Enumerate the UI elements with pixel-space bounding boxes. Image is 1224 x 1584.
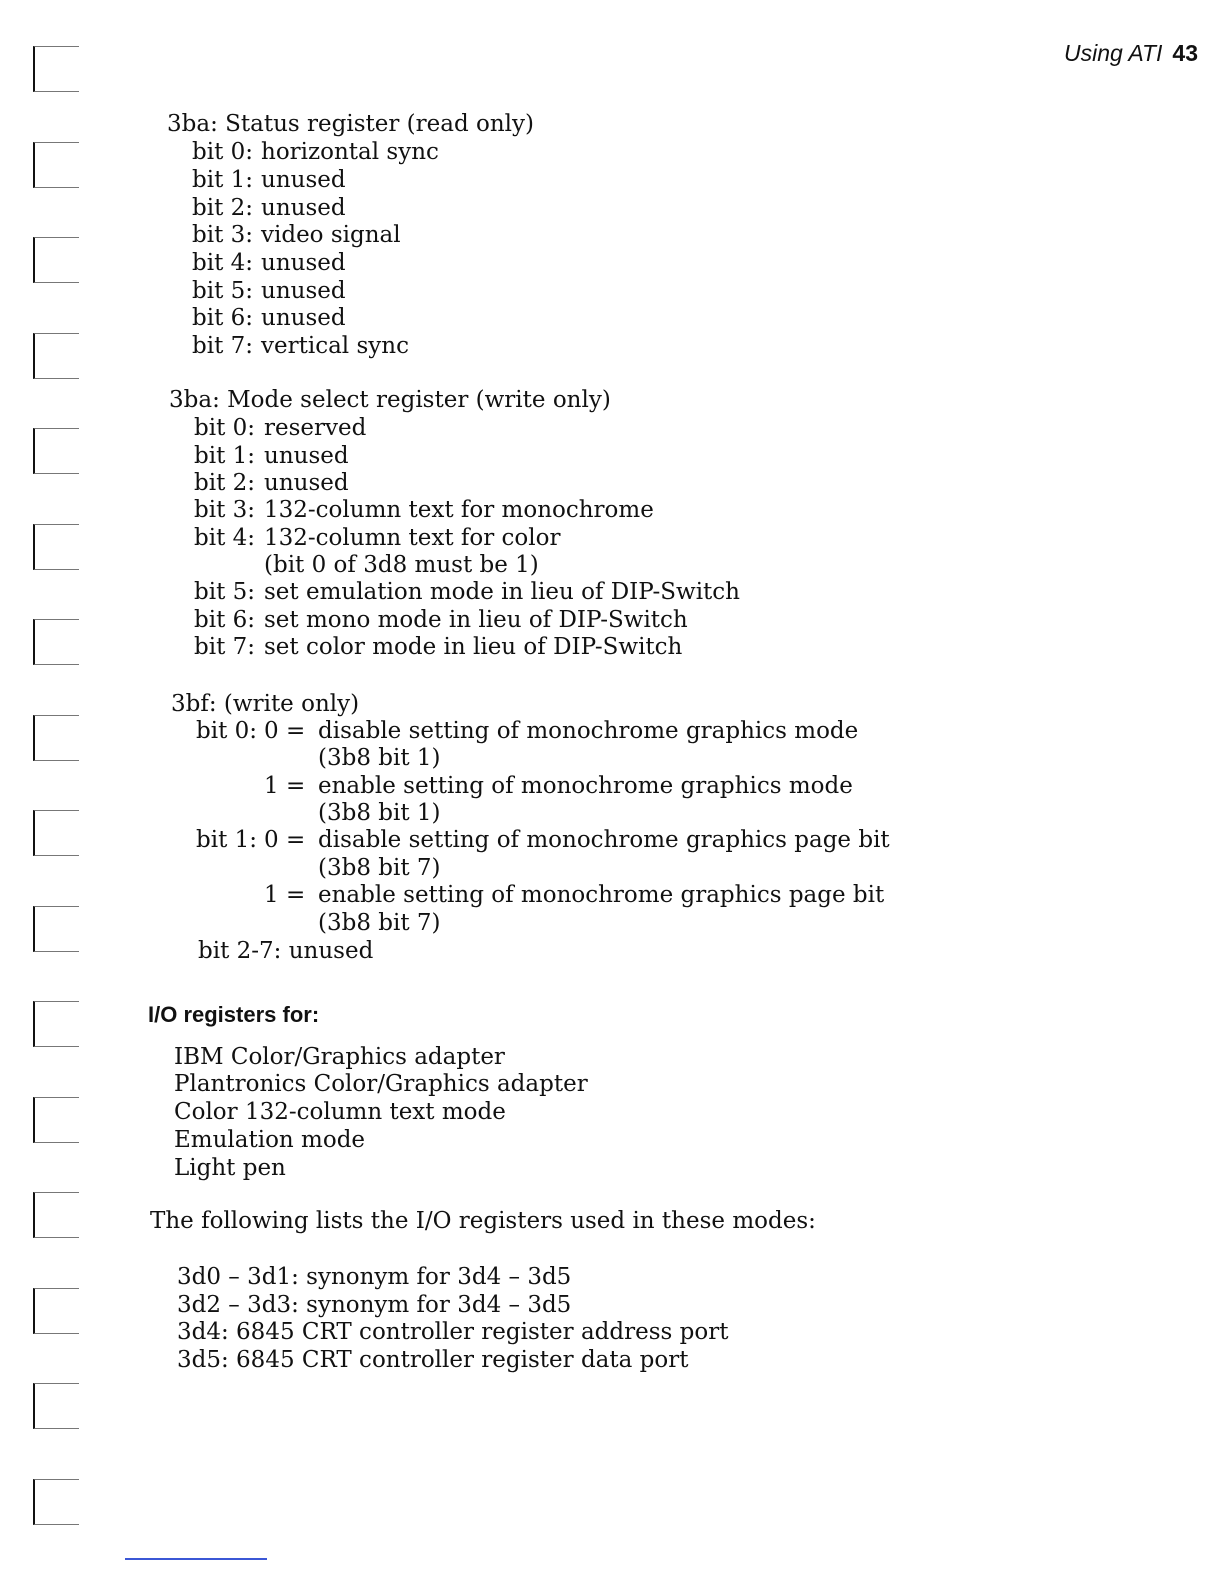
bit-label: bit 7:: [194, 634, 256, 660]
binder-bracket: [33, 1097, 79, 1143]
section-heading: I/O registers for:: [148, 1002, 320, 1027]
status-bit-row: [192, 304, 346, 332]
bit-label: bit 2:: [192, 195, 254, 221]
bit-label: bit 7:: [192, 333, 254, 359]
status-bit-row: [192, 332, 409, 360]
mode-bit-row: [194, 578, 740, 606]
binder-bracket: [33, 1288, 79, 1334]
binder-bracket: [33, 428, 79, 474]
bit-label: bit 4:: [194, 525, 256, 551]
bit-description: unused: [264, 470, 349, 496]
mode-register-heading: 3ba: Mode select register (write only): [169, 387, 611, 413]
bit-value: 1 =: [264, 773, 306, 799]
mode-list-item: Plantronics Color/Graphics adapter: [174, 1071, 588, 1097]
bit-description: set mono mode in lieu of DIP-Switch: [264, 607, 688, 633]
binder-bracket: [33, 1479, 79, 1525]
mode-list-item: Light pen: [174, 1155, 286, 1181]
bit-description: horizontal sync: [261, 139, 439, 165]
status-bit-row: [192, 166, 346, 194]
bit-description: disable setting of monochrome graphics mode: [318, 718, 859, 744]
bit-label: bit 0:: [194, 415, 256, 441]
binder-bracket: [33, 237, 79, 283]
bit-description: (3b8 bit 1): [318, 745, 441, 771]
binder-bracket: [33, 524, 79, 570]
mode-bit-row: [194, 606, 688, 634]
mode-bit-row: [194, 524, 560, 552]
bit-value: 0 =: [264, 827, 306, 853]
binder-bracket: [33, 142, 79, 188]
reg-3bf-row: [196, 881, 884, 909]
reg-3bf-heading: 3bf: (write only): [171, 691, 360, 717]
binder-bracket: [33, 1192, 79, 1238]
bit-label: bit 1:: [194, 443, 256, 469]
bit-description: video signal: [261, 222, 401, 248]
reg-3bf-row: [196, 826, 890, 854]
bit-label: bit 0:: [192, 139, 254, 165]
bit-description: (3b8 bit 1): [318, 800, 441, 826]
bit-description: 132-column text for color: [264, 525, 561, 551]
binder-bracket: [33, 810, 79, 856]
bit-label: bit 1:: [196, 827, 258, 853]
reg-3bf-row: [196, 854, 441, 882]
bit-label: bit 2:: [194, 470, 256, 496]
bit-description: set color mode in lieu of DIP-Switch: [264, 634, 683, 660]
bit-description: unused: [261, 305, 346, 331]
bit-label: bit 6:: [194, 607, 256, 633]
bottom-rule: [125, 1558, 267, 1560]
bit-description: unused: [261, 278, 346, 304]
binder-bracket: [33, 333, 79, 379]
bit-description: unused: [264, 443, 349, 469]
status-bit-row: [192, 249, 346, 277]
bit-description: reserved: [264, 415, 367, 441]
binder-bracket: [33, 715, 79, 761]
mode-bit-row: [194, 551, 539, 579]
bit-description: (bit 0 of 3d8 must be 1): [264, 552, 539, 578]
bit-label: bit 1:: [192, 167, 254, 193]
bit-description: vertical sync: [261, 333, 409, 359]
mode-bit-row: [194, 414, 366, 442]
mode-bit-row: [194, 496, 654, 524]
bit-label: bit 3:: [194, 497, 256, 523]
bit-description: unused: [261, 167, 346, 193]
bit-description: unused: [261, 250, 346, 276]
binder-bracket: [33, 1001, 79, 1047]
bit-label: bit 0:: [196, 718, 258, 744]
bit-description: 132-column text for monochrome: [264, 497, 654, 523]
bit-label: bit 6:: [192, 305, 254, 331]
mode-list-item: Emulation mode: [174, 1127, 366, 1153]
binder-bracket: [33, 1383, 79, 1429]
running-title: Using ATI: [1063, 40, 1163, 66]
bit-label: bit 4:: [192, 250, 254, 276]
status-bit-row: [192, 194, 346, 222]
register-line: 3d4: 6845 CRT controller register address port: [177, 1319, 729, 1345]
binder-bracket: [33, 46, 79, 92]
mode-bit-row: [194, 442, 349, 470]
register-line: 3d0 – 3d1: synonym for 3d4 – 3d5: [177, 1264, 572, 1290]
mode-list-item: IBM Color/Graphics adapter: [174, 1044, 505, 1070]
reg-3bf-row: [196, 717, 858, 745]
page-header: [1064, 40, 1198, 67]
status-register-heading: 3ba: Status register (read only): [167, 111, 534, 137]
bit-label: bit 5:: [194, 579, 256, 605]
intro-paragraph: The following lists the I/O registers used in these modes:: [150, 1208, 816, 1234]
binder-bracket: [33, 619, 79, 665]
bit-value: 1 =: [264, 882, 306, 908]
mode-bit-row: [194, 469, 349, 497]
status-bit-row: [192, 221, 401, 249]
reg-3bf-row: [196, 772, 853, 800]
mode-list-item: Color 132-column text mode: [174, 1099, 506, 1125]
page-number: 43: [1172, 40, 1198, 66]
bit-description: disable setting of monochrome graphics page bit: [318, 827, 890, 853]
register-line: 3d5: 6845 CRT controller register data port: [177, 1347, 689, 1373]
bit-description: (3b8 bit 7): [318, 910, 441, 936]
bit-description: enable setting of monochrome graphics page bit: [318, 882, 885, 908]
bit-value: 0 =: [264, 718, 306, 744]
reg-3bf-row: [196, 744, 441, 772]
binder-bracket: [33, 906, 79, 952]
bit-description: unused: [261, 195, 346, 221]
register-line: 3d2 – 3d3: synonym for 3d4 – 3d5: [177, 1292, 572, 1318]
reg-3bf-row: [196, 799, 441, 827]
bit-label: bit 5:: [192, 278, 254, 304]
reg-3bf-last-row: bit 2-7: unused: [198, 938, 374, 964]
status-bit-row: [192, 277, 346, 305]
bit-description: set emulation mode in lieu of DIP-Switch: [264, 579, 740, 605]
bit-description: (3b8 bit 7): [318, 855, 441, 881]
status-bit-row: [192, 138, 439, 166]
bit-label: bit 3:: [192, 222, 254, 248]
bit-description: enable setting of monochrome graphics mode: [318, 773, 853, 799]
mode-bit-row: [194, 633, 682, 661]
reg-3bf-row: [196, 909, 441, 937]
